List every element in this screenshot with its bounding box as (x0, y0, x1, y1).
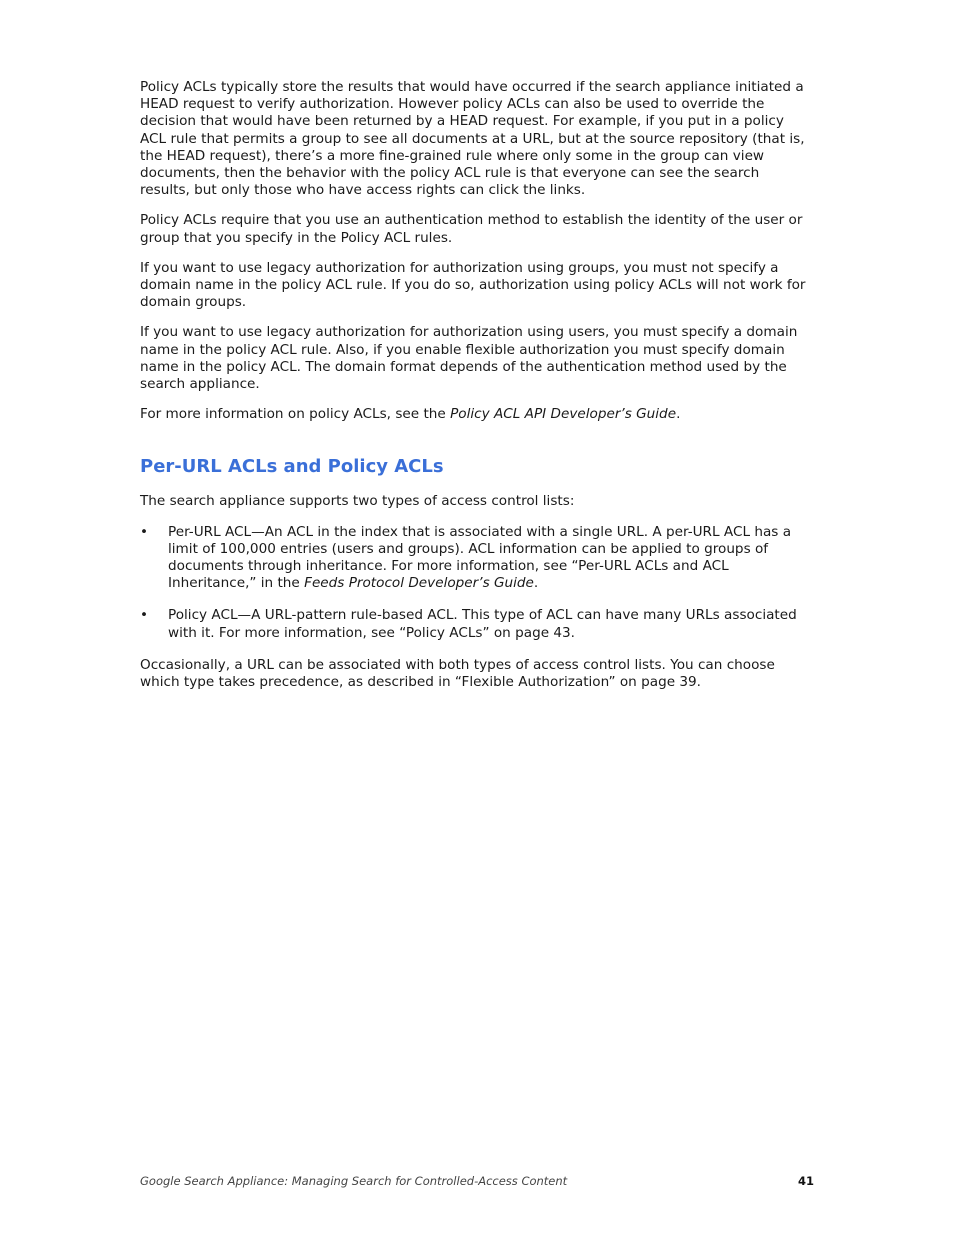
policy-acl-text: Policy ACL—A URL-pattern rule-based ACL. This type of ACL can have many URLs associated with it. For more information, see “Policy ACLs” on page 43. (168, 607, 797, 641)
page-content (140, 79, 812, 704)
more-info-suffix: . (676, 406, 681, 423)
section-lead: The search appliance supports two types of access control lists: (140, 493, 575, 510)
paragraph-closing: Occasionally, a URL can be associated with both types of access control lists. You can choose which type takes precedence, as described in “Flexible Authorization” on page 39. (140, 656, 775, 691)
section-heading: Per-URL ACLs and Policy ACLs (140, 456, 444, 478)
acl-types-list (140, 524, 812, 642)
paragraph-policy-acls-overview: Policy ACLs typically store the results that would have occurred if the search appliance initiated a HEAD request to verify authorization. However policy ACLs can also be used to override the decision that would have been returned by a HEAD request. For example, if you put in a policy ACL rule that permits a group to see all documents at a URL, but at the source repository (that is, the HEAD request), there’s a more fine-grained rule where only some in the group can view documents, then the behavior with the policy ACL rule is that everyone can see the search results, but only those who have access rights can click the links. (140, 79, 805, 199)
paragraph-legacy-users: If you want to use legacy authorization for authorization using users, you must specify a domain name in the policy ACL rule. Also, if you enable flexible authorization you must specify domain name in the policy ACL. The domain format depends of the authentication method used by the search appliance. (140, 324, 798, 393)
per-url-acl-suffix: . (533, 575, 539, 592)
bullet-marker: • (140, 523, 149, 540)
per-url-acl-text: Per-URL ACL—An ACL in the index that is associated with a single URL. A per-URL ACL has a limit of 100,000 entries (users and groups). ACL information can be applied to groups of documents through inheritance. For more information, see “Per-URL ACLs and ACL Inheritance,” in the (168, 523, 792, 592)
feeds-guide-reference: Feeds Protocol Developer’s Guide (304, 575, 534, 592)
footer-document-title: Google Search Appliance: Managing Search for Controlled-Access Content (140, 1174, 568, 1188)
paragraph-legacy-groups: If you want to use legacy authorization for authorization using groups, you must not specify a domain name in the policy ACL rule. If you do so, authorization using policy ACLs will not work for domain groups. (140, 259, 806, 311)
list-item-policy-acl (140, 607, 812, 641)
bullet-marker: • (140, 607, 149, 624)
footer-page-number: 41 (797, 1174, 814, 1188)
policy-acl-guide-reference: Policy ACL API Developer’s Guide (450, 406, 677, 423)
page-footer (140, 1174, 814, 1189)
list-item-per-url-acl (140, 524, 812, 593)
paragraph-authentication-requirement: Policy ACLs require that you use an authentication method to establish the identity of the user or group that you specify in the Policy ACL rules. (140, 212, 803, 246)
more-info-prefix: For more information on policy ACLs, see the (140, 406, 451, 423)
paragraph-more-info (140, 406, 812, 423)
